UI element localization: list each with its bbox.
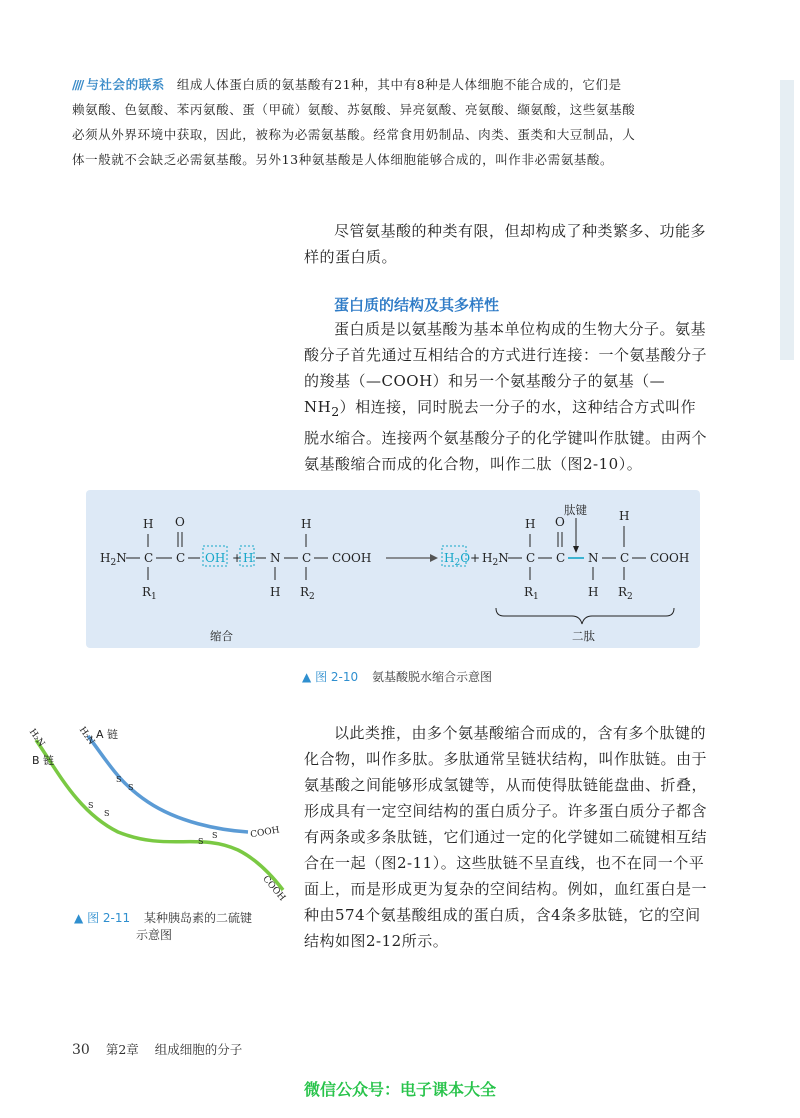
svg-text:H2N: $H_2N$ xyxy=(482,551,509,568)
hydroxyl-label: OH xyxy=(205,551,226,565)
svg-text:H: H xyxy=(301,517,312,531)
svg-text:C: C xyxy=(620,551,630,565)
page-number: 30 xyxy=(72,1042,90,1058)
society-line-1: //// 与社会的联系 组成人体蛋白质的氨基酸有21种，其中有8种是人体细胞不能合成的，它们是 xyxy=(72,72,712,97)
chain-a-label: A 链 xyxy=(96,728,119,741)
svg-text:+: + xyxy=(470,551,481,565)
svg-text:H: H xyxy=(588,585,599,599)
section-heading: 蛋白质的结构及其多样性 xyxy=(334,296,500,314)
svg-text:C: C xyxy=(526,551,536,565)
caption-triangle-icon: ▲ xyxy=(302,670,312,684)
b-chain-cooh: COOH xyxy=(260,874,287,904)
slash-icon: //// xyxy=(72,77,83,92)
society-tag: //// 与社会的联系 xyxy=(72,77,165,92)
society-connection-box xyxy=(72,72,712,172)
svg-text:R2: $R_2$ xyxy=(618,585,633,602)
reaction-arrow-icon xyxy=(430,554,438,562)
polypeptide-paragraph-block xyxy=(304,720,708,954)
watermark-text: 微信公众号：电子课本大全 xyxy=(303,1080,496,1099)
section-paragraph: 蛋白质是以氨基酸为基本单位构成的生物大分子。氨基酸分子首先通过互相结合的方式进行连接：一个氨基酸分子的羧基（—COOH）和另一个氨基酸分子的氨基$(—NH_2)$相连接，同时脱去一分子的水，这种结合方式叫作脱水缩合。连接两个氨基酸分子的化学键叫作肽键。由两个氨基酸缩合而成的化合物，叫作二肽（图2-10）。 xyxy=(304,320,708,473)
society-line-2: 赖氨酸、色氨酸、苯丙氨酸、蛋（甲硫）氨酸、苏氨酸、异亮氨酸、亮氨酸、缬氨酸，这些氨基酸 xyxy=(72,102,636,117)
society-line-3: 必须从外界环境中获取，因此，被称为必需氨基酸。经常食用奶制品、肉类、蛋类和大豆制品，人 xyxy=(72,127,636,142)
svg-text:N: N xyxy=(270,551,281,565)
svg-text:O: O xyxy=(175,515,185,529)
figure-2-10-caption: ▲ 图 2-10 氨基酸脱水缩合示意图 xyxy=(302,670,492,684)
caption-triangle-icon: ▲ xyxy=(74,911,84,925)
svg-text:S: S xyxy=(104,809,110,818)
svg-text:C: C xyxy=(144,551,154,565)
chapter-number: 第2章 xyxy=(105,1042,139,1057)
page-footer xyxy=(72,1040,242,1058)
insulin-disulfide-diagram xyxy=(28,722,298,912)
svg-text:H₂N: H₂N xyxy=(76,725,97,747)
intro-paragraph-block xyxy=(304,218,708,270)
svg-text:C: C xyxy=(176,551,186,565)
svg-text:H₂N: H₂N xyxy=(28,727,47,749)
water-label: $H_2O$ xyxy=(444,551,471,568)
svg-text:H: H xyxy=(143,517,154,531)
svg-text:C: C xyxy=(556,551,566,565)
dehydration-condensation-diagram xyxy=(86,490,700,648)
hydrogen-label: H xyxy=(243,551,254,565)
svg-text:S: S xyxy=(116,775,122,784)
a-chain-line xyxy=(88,736,248,832)
svg-text:O: O xyxy=(555,515,565,529)
society-line-4: 体一般就不会缺乏必需氨基酸。另外13种氨基酸是人体细胞能够合成的，叫作非必需氨基酸。 xyxy=(72,152,614,167)
svg-text:H2N: $H_2N$ xyxy=(100,551,127,568)
cooh-label-2: COOH xyxy=(650,551,690,565)
a-chain-cooh: COOH xyxy=(249,825,281,841)
svg-text:R1: $R_1$ xyxy=(142,585,157,602)
svg-text:S: S xyxy=(212,831,218,840)
svg-text:R1: $R_1$ xyxy=(524,585,539,602)
dipeptide-brace xyxy=(496,608,674,624)
section-paragraph-block xyxy=(304,316,708,477)
cooh-label-1: COOH xyxy=(332,551,372,565)
intro-paragraph: 尽管氨基酸的种类有限，但却构成了种类繁多、功能多样的蛋白质。 xyxy=(304,222,707,266)
svg-text:R2: $R_2$ xyxy=(300,585,315,602)
figure-2-11 xyxy=(28,722,298,912)
svg-text:S: S xyxy=(128,783,134,792)
condensation-label: 缩合 xyxy=(210,629,233,643)
svg-text:S: S xyxy=(88,801,94,810)
chain-b-label: B 链 xyxy=(32,754,55,767)
svg-text:+: + xyxy=(232,551,243,565)
page-edge-tab xyxy=(780,80,794,360)
svg-text:C: C xyxy=(302,551,312,565)
polypeptide-paragraph: 以此类推，由多个氨基酸缩合而成的，含有多个肽键的化合物，叫作多肽。多肽通常呈链状结构，叫作肽链。由于氨基酸之间能够形成氢键等，从而使得肽链能盘曲、折叠，形成具有一定空间结构的蛋白质分子。许多蛋白质分子都含有两条或多条肽链，它们通过一定的化学键如二硫键相互结合在一起（图2-11）。这些肽链不呈直线，也不在同一个平面上，而是形成更为复杂的空间结构。例如，血红蛋白是一种由574个氨基酸组成的蛋白质，含4条多肽链，它的空间结构如图2-12所示。 xyxy=(304,724,708,950)
b-chain-line xyxy=(36,740,283,890)
svg-text:H: H xyxy=(525,517,536,531)
peptide-pointer-icon xyxy=(573,546,579,553)
chapter-title: 组成细胞的分子 xyxy=(154,1042,243,1057)
figure-2-10-box xyxy=(86,490,700,648)
figure-2-11-caption: ▲ 图 2-11 某种胰岛素的二硫键 示意图 xyxy=(74,911,252,942)
svg-text:H: H xyxy=(619,509,630,523)
svg-text:H: H xyxy=(270,585,281,599)
svg-text:N: N xyxy=(588,551,599,565)
peptide-bond-label: 肽键 xyxy=(564,503,587,517)
dipeptide-label: 二肽 xyxy=(572,629,595,643)
svg-text:S: S xyxy=(198,837,204,846)
